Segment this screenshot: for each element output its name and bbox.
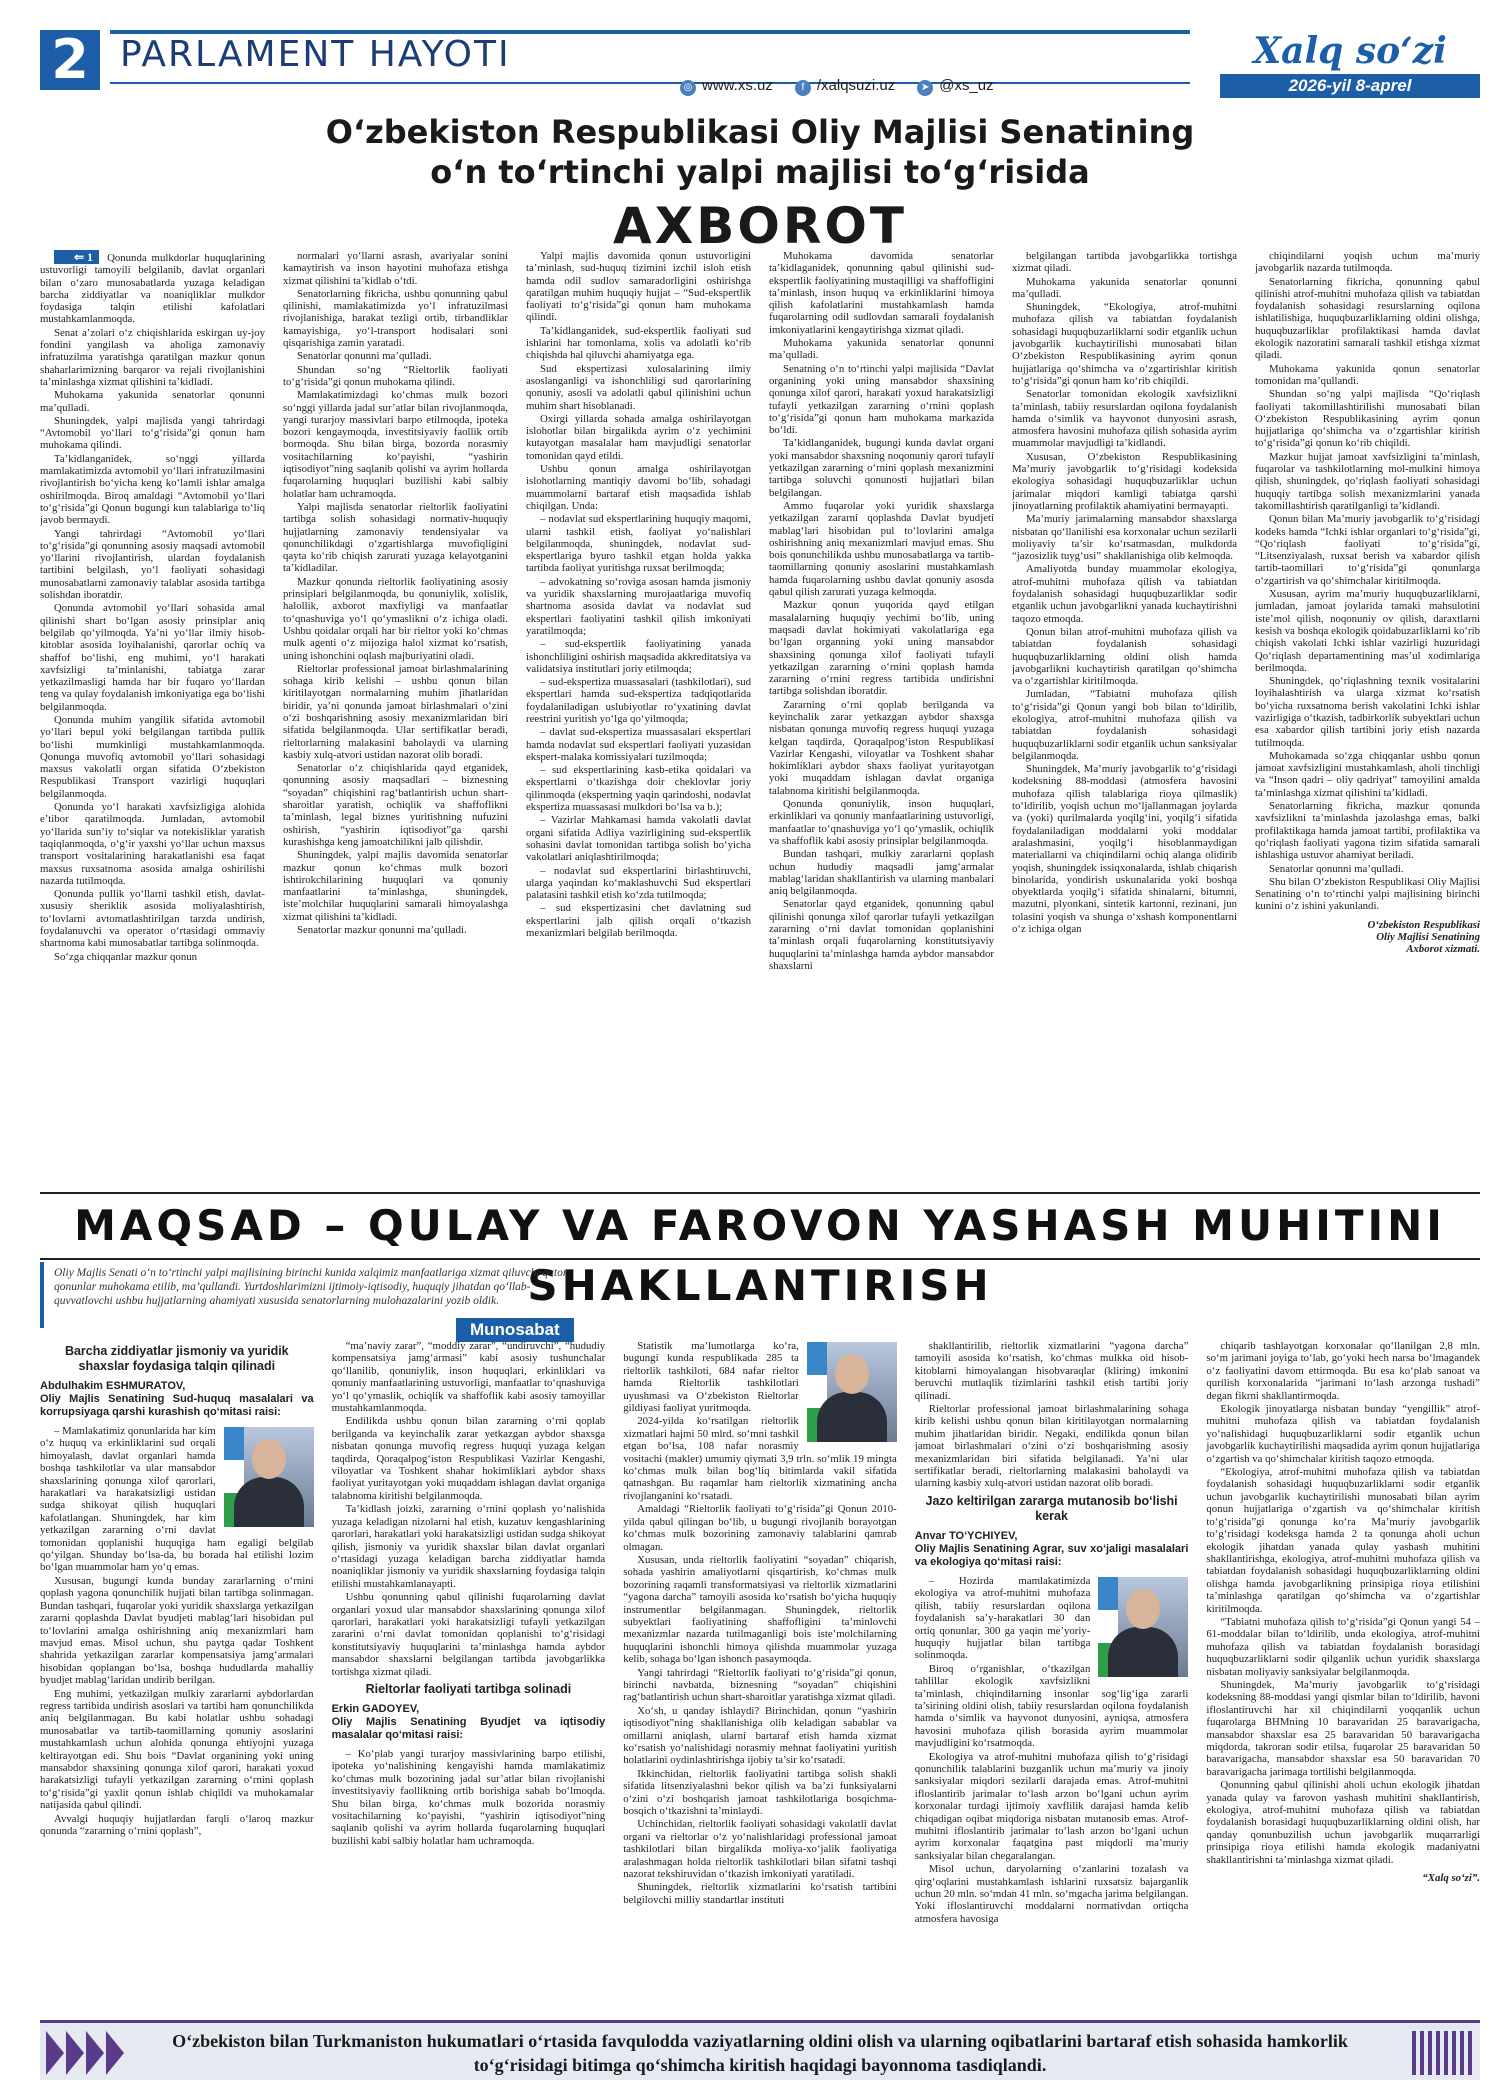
paragraph: Ekologik jinoyatlarga nisbatan bunday “yengillik” atrof-muhitni muhofaza qilish va tabiatdan foydalanish yo‘nalishidagi huquqbuzarliklarni sodir etganlik uchun javobgarlik kuchaytirilishi maqsadida ayrim qonun hujjatlariga o‘zgartish va qo‘shimchalar kiritish taqozo etmoqda. [1206,1403,1480,1465]
paragraph: – sud ekspertizasini chet davlatning sud ekspertlarini jalb qilish orqali o‘tkazish mexanizmlari belgilab berilmoqda. [526,902,751,940]
paragraph: Ekologiya va atrof-muhitni muhofaza qilish to‘g‘risidagi qonunchilik talablarini buzganlik uchun ma’muriy va jinoiy sanksiyalar miqdori sezilarli darajada emas. Atrof-muhitni ifloslantirib jarimalar to‘lash arzon bo‘lgani uchun ayrim korxonalar turdagi ijtimoiy xavflilik darajasi hamda kelib chiqadigan oqibat miqdoriga nisbatan mutanosib emas. Atrof-muhitni ifloslantirib jarimalar to‘lash arzon bo‘lgani uchun ayrim korxonalar faqatgina past miqdorli ma’muriy sanksiyalar bilan chegaralangan. [914,1750,1189,1862]
paragraph: Shuningdek, yalpi majlisda yangi tahrirdagi “Avtomobil yo‘llari to‘g‘risida”gi qonun ham muhokama qilindi. [40,414,265,452]
paragraph: – Mamlakatimiz qonunlarida har kim o‘z huquq va erkinliklarini sud orqali himoyalash, davlat organlari hamda boshqa tashkilotlar va ular mansabdor shaxslarining qonunga xilof qarorlari, harakatlari va harakatsizligi ustidan sudga shikoyat qilish huquqlari kafolatlangan. Shuningdek, har kim yetkazilgan zararning o‘rni davlat tomonidan qoplanishi huquqiga ham egaligi belgilab qo‘yilgan. Shunday bo‘lsa-da, bu borada hal etilishi lozim bo‘lgan muammolar ham yo‘q emas. [40,1425,314,1574]
article-headline [40,112,1480,256]
paragraph: Qonun bilan Ma’muriy javobgarlik to‘g‘risidagi kodeks hamda “Ichki ishlar organlari to‘g‘risida”gi, “Qo‘riqlash faoliyati to‘g‘risida”gi, “Litsenziyalash, ruxsat berish va xabardor qilish tartib-taomillari to‘g‘risida”gi qonunlarga o‘zgartirish va qo‘shimchalar kiritilmoqda. [1255,513,1480,587]
paragraph: Senat a’zolari o‘z chiqishlarida eskirgan uy-joy fondini yangilash va aholiga zamonaviy infratuzilma yaratishga qaratilgan mazkur qonun shaharlarimizning barqaror va rejali rivojlanishini ta’minlashga xizmat qilishini ta’kidladi. [40,326,265,388]
section-3-title: Jazo keltirilgan zararga mutanosib bo‘lishi kerak [925,1493,1178,1523]
footer-banner [40,2020,1480,2080]
paragraph: Senatorlar qayd etganidek, qonunning qabul qilinishi qonunga xilof qarorlar tufayli yetkazilgan zararning o‘rni davlat tomonidan qoplanishini ta’minlash orqali fuqarolarning konstitutsiyaviy huquqlarini ta’minlashga hamda aybdor mansabdor shaxslarni [769,898,994,972]
rubric-tag: Munosabat [456,1318,574,1342]
section-2-title: Rieltorlar faoliyati tartibga solinadi [365,1681,572,1696]
paragraph: – Ko‘plab yangi turarjoy massivlarining barpo etilishi, ipoteka yo‘nalishining kengayishi hamda mamlakatimiz ko‘chmas mulk bozorining jadal sur’atlar bilan rivojlanishi investitsiyaviy faollikning ortib borishiga sabab bo‘lmoqda. Shu bilan birga, ko‘chmas mulk bozorida norasmiy vositachilarning ko‘payishi, “yashirin iqtisodiyot”ning saqlanib qolishi va ayrim hollarda fuqarolarning huquqlari buzilishi kabi salbiy holatlar ham uchramoqda. [331,1747,606,1847]
paragraph: 2024-yilda ko‘rsatilgan rieltorlik xizmatlari hajmi 50 mlrd. so‘mni tashkil etgan bo‘lsa, 108 nafar norasmiy vositachi (makler) umumiy qiymati 3,9 trln. so‘mlik 19 mingta ko‘chmas mulk bilan bog‘liq bitimlarda vakil sifatida qatnashgan. Bu raqamlar ham rieltorlik xizmatining ancha rivojlanganini ko‘rsatadi. [623,1415,897,1502]
section-3-cont [1206,1340,1480,1866]
article1-col-4 [769,250,994,1180]
paragraph: Senatorlarning fikricha, mazkur qonunda xavfsizlikni ta’minlashda jazolashga emas, balki profilaktikaga hamda jamoat tartibi, profilaktika va qo‘riqlash faoliyati yagona tizim sifatida samarali ishlashiga ustuvor ahamiyat beriladi. [1255,800,1480,862]
telegram-link[interactable]: ➤ @xs_uz [917,77,993,96]
section-2-text [332,1748,606,1847]
paragraph: So‘zga chiqqanlar mazkur qonun [54,950,198,963]
paragraph: Yalpi majlisda senatorlar rieltorlik faoliyatini tartibga solish sohasidagi normativ-huquqiy hujjatlarning zamonaviy tendensiyalar va qonunchilikdagi o‘zgartishlarga muvofiqligini qayta ko‘rib chiqish zarurati yuzaga kelayotganini ta’kidladilar. [283,500,508,575]
social-bar [680,74,994,98]
paragraph: Shundan so‘ng yalpi majlisda “Qo‘riqlash faoliyati takomillashtirilishi munosabati bilan O‘zbekiston Respublikasining ayrim qonun hujjatlariga qo‘shimcha va o‘zgartishlar kiritish to‘g‘risida”gi qonun ko‘rib chiqildi. [1255,388,1480,450]
paragraph: Bundan tashqari, mulkiy zararlarni qoplash uchun hududiy maqsadli jamg‘armalar mablag‘laridan shakllantirish va ularning manbalari aniq belgilanmoqda. [769,848,994,898]
paragraph: Rieltorlar professional jamoat birlashmalarining sohaga kirib kelishi – ushbu qonun bilan kiritilayotgan normalarning muhim jihatlaridan biridir, ya’ni qonunda jamoat birlashmalari o‘zini o‘zi boshqarishning asosiy mexanizmlaridan biri sifatida belgilanmoqda. Ular sertifikatlar beradi, rieltorlarning malakasini baholaydi va ularning kasbiy xulq-atvori ustidan nazorat olib boradi. [283,662,508,761]
paragraph: – advokatning so‘roviga asosan hamda jismoniy va yuridik shaxslarning murojaatlariga muvofiq shartnoma asosida davlat va nodavlat sud ekspertlari faoliyatini tashkil qilish imkoniyati yaratilmoqda; [526,575,751,637]
article1-col-1 [40,250,265,1180]
article1-body [40,250,1480,1180]
paragraph: Yangi tahrirdagi “Avtomobil yo‘llari to‘g‘risida”gi qonunning asosiy maqsadi avtomobil yo‘llarini rivojlantirish, ulardan foydalanish tartibini belgilash, yo‘l faoliyati sohasidagi munosabatlarni zamonaviy talablar asosida tartibga solishdan iboratdir. [40,527,265,602]
paragraph: Uchinchidan, rieltorlik faoliyati sohasidagi vakolatli davlat organi va rieltorlar o‘z yo‘nalishlaridagi professional jamoat tashkilotlari bilan birgalikda moliya-xo‘jalik faoliyatiga aralashmagan holda rieltorlik tashkilotlari bilan sifatni tashqi nazorat tekshiruvidan o‘tkazish imkoniyati yaratiladi. [623,1818,897,1881]
article1-col-6 [1255,250,1480,1180]
paragraph: Ushbu qonun amalga oshirilayotgan islohotlarning mantiqiy davomi bo‘lib, sohadagi muammolarni bartaraf etish maqsadida ishlab chiqilgan. Unda: [526,463,751,512]
paragraph: Zararning o‘rni qoplab berilganda va keyinchalik zarar yetkazgan aybdor shaxsga nisbatan qonunga muvofiq regress huquqi yuzaga kelgan taqdirda, Qoraqalpog‘iston Respublikasi Vazirlar Kengashi, viloyatlar va Toshkent shahar hokimliklari aybdor shaxs faoliyat yuritayotgan yoki muqaddam ishlagan davlat organiga talabnoma kiritishi belgilanmoqda. [769,698,994,797]
article1-col-3 [526,250,751,1180]
paragraph: Ta’kidlanganidek, so‘nggi yillarda mamlakatimizda avtomobil yo‘llari infratuzilmasini rivojlantirish bo‘yicha keng ko‘lamli ishlar amalga oshirilmoqda. Biroq amaldagi “Avtomobil yo‘llari to‘g‘risida”gi Qonun bugungi kun talablariga to‘liq javob bermaydi. [40,452,265,527]
article1-col-6-text [1255,250,1480,913]
section-3-author: Anvar TO‘YCHIYEV, Oliy Majlis Senatining Agrar, suv xo‘jaligi masalalari va ekologiya qo‘mitasi raisi: [914,1529,1189,1568]
author-photo-2 [807,1342,897,1442]
paragraph: Avvalgi huquqiy hujjatlardan farqli o‘laroq mazkur qonunda “zararning o‘rnini qoplash”, [40,1812,314,1837]
paragraph: Shuningdek, “Ekologiya, atrof-muhitni muhofaza qilish va tabiatdan foydalanish sohasidagi huquqbuzarliklarni sodir etganlik uchun javobgarlik kuchaytirilishi munosabati bilan O‘zbekiston Respublikasining ayrim qonun hujjatlariga qo‘shimcha va o‘zgartirishlar kiritish to‘g‘risida”gi qonun ham ko‘rib chiqildi. [1012,301,1237,387]
paragraph: Xususan, unda rieltorlik faoliyatini “soyadan” chiqarish, sohada yashirin amaliyotlarni qisqartirish, ko‘chmas mulk bozorining raqamli transformatsiyasi va rieltorlik xizmatlarini “yagona darcha” tamoyili asosida ko‘rsatish bo‘yicha huquqiy instrumentlar belgilanmagan. Shuningdek, rieltorlik subyektlari faoliyatining shaffofligini ta’minlovchi mexanizmlar nazarda tutilmaganligi bois iste’molchilarning huquqlarini ishonchli himoya qilishda muammolar yuzaga kelib, sohaga bo‘lgan ishonch pasaymoqda. [623,1553,897,1666]
paragraph: Senatorlar o‘z chiqishlarida qayd etganidek, qonunning asosiy maqsadlari – biznesning “soyadan” chiqishini rag‘batlantirish uchun shart-sharoitlar yaratish, ochiqlik va shaffoflikni ta’minlash, legal biznes yuritishning nufuzini oshirish, “yashirin iqtisodiyot”ga qarshi kurashishga keng jamoatchilikni jalb qilishdir. [283,762,508,848]
section-1-title: Barcha ziddiyatlar jismoniy va yuridik shaxslar foydasiga talqin qilinadi [64,1344,289,1373]
globe-icon: ◎ [680,80,696,96]
brand-block [1220,30,1480,98]
continuation-marker: ⇐ 1 [54,250,99,264]
paragraph: Muhokama yakunida senatorlar qonunni ma’qulladi. [769,337,994,362]
paragraph: Mazkur qonun yuqorida qayd etilgan masalalarning huquqiy yechimi bo‘lib, uning maqsadi davlat hokimiyati vakolatlariga ega bo‘lgan organning yoki uning mansabdor shaxsining qonunga xilof faoliyati tufayli yetkazilgan zararning o‘rnini qoplash hamda zararning o‘rnini regress tartibida undirishni tartibga solishdan iboratdir. [769,599,994,698]
paragraph: normalari yo‘llarni asrash, avariyalar sonini kamaytirish va inson hayotini muhofaza etishga xizmat qilishini ta’kidlab o‘tdi. [283,250,508,287]
paragraph: Biroq o‘rganishlar, o‘tkazilgan tahlillar ekologik xavfsizlikni ta’minlash, chiqindilarning insonlar sog‘lig‘iga zararli ta’sirining oldini olish, tabiiy resurslardan oqilona foydalanish hamda o‘simlik va hayvonot dunyosini, ayniqsa, atmosfera havosini muhofaza qilish borasida ayrim muammolar mavjudligini ko‘rsatmoqda. [914,1662,1189,1750]
page-number: 2 [40,30,100,90]
article2-col-2 [332,1340,606,2015]
paragraph: Ta’kidlanganidek, sud-ekspertlik faoliyati sud ishlarini har tomonlama, xolis va adolatli ko‘rib chiqishda hal qiluvchi ahamiyatga ega. [526,324,751,362]
mid-rule [110,82,1190,84]
section-1-author: Abdulhakim ESHMURATOV, Oliy Majlis Senatining Sud-huquq masalalari va korrupsiyaga qarshi kurashish qo‘mitasi raisi: [40,1380,314,1418]
paragraph: – davlat sud-ekspertiza muassasalari ekspertlari hamda nodavlat sud ekspertlari faoliyati yuzasidan ekspert-malaka komissiyalari tuzilmoqda; [526,726,751,763]
paragraph: – sud-ekspertiza muassasalari (tashkilotlari), sud ekspertlari hamda sud-ekspertiza tadqiqotlarida foydalaniladigan uslubiyotlar ro‘yxatining davlat reestrini yuritish yo‘lga qo‘yilmoqda; [526,676,751,725]
headline-line-2: o‘n to‘rtinchi yalpi majlisi to‘g‘risida [430,153,1090,191]
paragraph: Xususan, ayrim ma’muriy huquqbuzarliklarni, jumladan, jamoat joylarida tamaki mahsulotini iste’mol qilish, noqonuniy ov qilish, daraxtlarni kesish va boshqa ekologik qoidabuzarliklarni ko‘rib chiqish vakolati Ichki ishlar vazirligi huzuridagi Qo‘riqlash departamentining mas’ul xodimlariga berilmoqda. [1255,588,1480,674]
paragraph: chiqindilarni yoqish uchun ma’muriy javobgarlik nazarda tutilmoqda. [1255,250,1480,275]
paragraph: Senatorlarning fikricha, ushbu qonunning qabul qilinishi, mamlakatimizda yo‘l infratuzilmasi rivojlanishiga, harakat tezligi ortib, tirbandliklar kamayishiga, yo‘l-transport hodisalari soni qisqarishiga zamin yaratadi. [283,287,508,350]
paragraph: Statistik ma’lumotlarga ko‘ra, bugungi kunda respublikada 285 ta rieltorlik tashkiloti, 684 nafar rieltor hamda Rieltorlik tashkilotlari uyushmasi va O‘zbekiston Rieltorlar gildiyasi faoliyat yuritmoqda. [623,1340,799,1415]
paragraph: Muhokama yakunida senatorlar qonunni ma’qulladi. [1012,275,1237,300]
article2-col-4 [915,1340,1189,2015]
article2-headline: MAQSAD – QULAY VA FAROVON YASHASH MUHITINI SHAKLLANTIRISH [74,1201,1446,1310]
paragraph: Xususan, bugungi kunda bunday zararlarning o‘rnini qoplash yagona qonunchilik hujjati bilan tartibga solinmagan. Bundan tashqari, fuqarolar yoki yuridik shaxslarga yetkazilgan zararni qoplashda Davlat byudjeti mablag‘lari hisobidan pul to‘lovlarini amalga oshirishning aniq mexanizmlari ham mavjud emas. Misol uchun, shu paytga qadar Toshkent shahrida yetkazilgan zararlar kompensatsiya jamg‘armalari hisobidan qoplangan bo‘lsa, boshqa hududlarda mahalliy byudjet mablag‘laridan undirib berilgan. [40,1574,314,1687]
divider-top [40,1192,1480,1194]
divider-bottom [40,1258,1480,1260]
paragraph: Muhokama yakunida qonun senatorlar tomonidan ma’qullandi. [1255,362,1480,387]
paragraph: Oxirgi yillarda sohada amalga oshirilayotgan islohotlar bilan birgalikda ayrim o‘z yechimini kutayotgan masalalar ham mavjudligi senatorlar tomonidan qayd etildi. [526,412,751,462]
paragraph: Shuningdek, qo‘riqlashning texnik vositalarini loyihalashtirish va ularga xizmat ko‘rsatish bo‘yicha ruxsatnoma berish vakolatini Ichki ishlar vazirligiga o‘tkazish, tadbirkorlik subyektlari uchun esa xabardor qilish tartibini joriy etish nazarda tutilmoqda. [1255,675,1480,749]
article2-signoff: “Xalq so‘zi”. [1422,1872,1480,1885]
chevron-decor-icon [46,2031,132,2075]
paragraph: Mamlakatimizdagi ko‘chmas mulk bozori so‘nggi yillarda jadal sur’atlar bilan rivojlanmoqda, yangi turarjoy massivlari barpo etilmoqda, ipoteka bozori kengaymoqda, investitsiyaviy faollik ortib bormoqda. Shu bilan birga, bozorda norasmiy vositachilarning ko‘payishi, “yashirin iqtisodiyot”ning saqlanib qolishi va ayrim hollarda fuqarolarning huquqlari buzilishi kabi salbiy holatlar ham uchramoqda. [283,389,508,500]
headline-line-1: O‘zbekiston Respublikasi Oliy Majlisi Senatining [325,113,1195,151]
paragraph: Senatorlar tomonidan ekologik xavfsizlikni ta’minlash, tabiiy resurslardan oqilona foydalanish hamda o‘simlik va hayvonot dunyosini asrash, atmosfera havosini muhofaza qilish sohasida ayrim muammolar mavjudligi ta’kidlandi. [1012,388,1237,450]
paragraph: chiqarib tashlayotgan korxonalar qo‘llanilgan 2,8 mln. so‘m jarimani joyiga to‘lab, go‘yoki hech narsa bo‘lmagandek o‘z faoliyatini davom ettirmoqda. Bu esa ko‘plab sanoat va qurilish korxonalarida “jarimani to‘lash arzonga tushadi” degan fikrni shakllantirmoqda. [1206,1340,1480,1402]
paragraph: Muhokamada so‘zga chiqqanlar ushbu qonun jamoat xavfsizligini mustahkamlash, aholi tinchligi va “Inson qadri – oliy qadriyat” tamoyilini amalda ta’minlashga xizmat qilishini ta’kidladi. [1255,749,1480,799]
paragraph: Misol uchun, daryolarning o‘zanlarini tozalash va qirg‘oqlarini mustahkamlash ishlarini ruxsatsiz bajarganlik uchun 20 mln. so‘mdan 41 mln. so‘mgacha jarima belgilangan. Yoki ifloslantiruvchi moddalarni normativdan ortiqcha atmosfera havosiga [914,1863,1189,1925]
paragraph: – sud ekspertlarining kasb-etika qoidalari va ekspertlarni o‘tkazishga doir cheklovlar joriy qilinmoqda (ekspertning yaqin qarindoshi, nodavlat ekspertiza muassasasi mulkdori bo‘lsa va b.); [526,764,751,814]
paragraph: ⇐ 1 Qonunda mulkdorlar huquqlarining ustuvorligi tamoyili belgilanib, davlat organlari bilan o‘zaro munosabatlarda yuzaga keladigan barcha ziddiyatlar va noaniqliklar mulkdor foydasiga talqin etilishi kafolatlari mustahkamlanmoqda. [40,250,265,326]
headline-title: AXBOROT [613,197,907,255]
paragraph: Qonunda qonuniylik, inson huquqlari, erkinliklari va qonuniy manfaatlarining ustuvorligi, manfaatlar to‘qnashuviga yo‘l qo‘ymaslik, ochiqlik va shaffoflik kabi asosiy prinsiplar belgilanmoqda. [769,798,994,847]
paragraph: Qonunda pullik yo‘llarni tashkil etish, davlat-xususiy sheriklik asosida moliyalashtirish, to‘lovlarni avtomatlashtirilgan tarzda undirish, foydalanuvchi va operator o‘rtasidagi ommaviy shartnoma kabi munosabatlar tartibga solinmoqda. [40,888,265,950]
paragraph: Qonunda yo‘l harakati xavfsizligiga alohida e’tibor qaratilmoqda. Jumladan, avtomobil yo‘llarida sun’iy to‘siqlar va notekisliklar yaratish taqiqlanmoqda, o‘g‘ir yaxshi yo‘llar uchun maxsus transport vositalarining harakatlanishi esa faqat maxsus ruxsatnoma asosida amalga oshirilishi nazarda tutilmoqda. [40,801,265,887]
paragraph: Qonunda avtomobil yo‘llari sohasida amal qilinishi shart bo‘lgan asosiy prinsiplar aniq belgilab qo‘yilmoqda. Ya’ni yo‘llar ilmiy hisob-kitoblar asosida loyihalanishi, qarorlar ochiq va shaffof bo‘lishi, eng muhimi, yo‘l harakati xavfsizligi ta’minlanishi, tabiatga zarar yetkazilmasligi hamda har bir fuqaro yo‘llardan teng va qulay foydalanish imkoniyatiga ega bo‘lishi belgilanmoqda. [40,602,265,713]
article2-col-1 [40,1340,314,2015]
footer-headline: O‘zbekiston bilan Turkmaniston hukumatlari o‘rtasida favqulodda vaziyatlarning oldini olish va ularning oqibatlarini bartaraf etish sohasida hamkorlik to‘g‘risidagi bitimga qo‘shimcha kiritish haqidagi bayonnoma tasdiqlandi. [172,2031,1348,2075]
section-title: PARLAMENT HAYOTI [120,34,511,75]
paragraph: Endilikda ushbu qonun bilan zararning o‘rni qoplab berilganda va keyinchalik zarar yetkazgan aybdor shaxsga nisbatan qonunga muvofiq regress huquqi yuzaga kelgan taqdirda, Qoraqalpog‘iston Respublikasi Vazirlar Kengashi, viloyatlar va Toshkent shahar hokimliklari aybdor shaxs faoliyat yuritayotgan yoki muqaddam ishlagan davlat organiga talabnoma kiritishi belgilanmoqda. [331,1415,606,1502]
paragraph: “Tabiatni muhofaza qilish to‘g‘risida”gi Qonun yangi 54 – 61-moddalar bilan to‘ldirilib, unda ekologiya, atrof-muhitni muhofaza qilish va tabiatdan foydalanish borasidagi huquqbuzarliklarni sodir qilganlik uchun yuridik shaxslarga nisbatan moliyaviy sanksiyalar belgilanmoqda. [1206,1615,1480,1678]
paragraph: – nodavlat sud ekspertlarini birlashtiruvchi, ularga yaqindan ko‘maklashuvchi Sud ekspertlari palatasini tashkil etish ko‘zda tutilmoqda; [526,864,751,902]
website-link[interactable]: ◎ www.xs.uz [680,77,773,96]
paragraph: belgilangan tartibda javobgarlikka tortishga xizmat qiladi. [1012,250,1237,275]
paragraph: “Ekologiya, atrof-muhitni muhofaza qilish va tabiatdan foydalanish sohasidagi huquqbuzarliklarni sodir etganlik uchun javobgarlik kuchaytirilishi munosabati bilan ayrim qonun hujjatlariga o‘zgartish va qo‘shimchalar kiritish to‘g‘risida”gi qonunga ko‘ra Ma’muriy javobgarlik to‘g‘risidagi kodeksga hamda 2 ta qonunga aholi uchun ekologik jihatdan yanada qulay yashash muhitini shakllantirishga, ekologiya, atrof-muhitni muhofaza qilish va tabiatdan foydalanish sohasidagi huquqbuzarliklarning oldini olishga hamda javobgarlikning prinsipiga rioya etilishini ta’minlashga qaratilgan qo‘shimcha va o‘zgartishlar kiritilmoqda. [1206,1466,1480,1615]
paragraph: Jumladan, “Tabiatni muhofaza qilish to‘g‘risida”gi Qonun yangi bob bilan to‘ldirilib, ekologiya, atrof-muhitni muhofaza qilish va tabiatdan foydalanish sohasidagi huquqbuzarliklarni sodir etganlik uchun sanksiyalar belgilanmoqda. [1012,688,1237,762]
paragraph: Senatorlar qonunni ma’qulladi. [1269,862,1404,875]
paragraph: Ma’muriy jarimalarning mansabdor shaxslarga nisbatan qo‘llanilishi esa korxonalar uchun sezilarli moliyaviy ta’sir ko‘rsatmasdan, mulkdorda “jazosizlik tuyg‘usi” shakllanishiga olib kelmoqda. [1012,513,1237,563]
paragraph: Qonunning qabul qilinishi aholi uchun ekologik jihatdan yanada qulay va farovon yashash muhitini shakllantirish, ekologiya, atrof-muhitni muhofaza qilish va tabiatdan foydalanish borasidagi huquqbuzarliklarning oldini olish, har qanday qonunbuzilish uchun javobgarlik muqarrarligi prinsipiga rioya etilishi hamda ekologik madaniyatni shakllantirishni ta’minlashga xizmat qiladi. [1206,1779,1480,1866]
paragraph: – nodavlat sud ekspertlarining huquqiy maqomi, ularni tashkil etish, faoliyat yo‘nalishlari belgilanmoqda, shuningdek, nodavlat sud-ekspertlariga byuro tashkil etgan holda yakka tartibda faoliyat yuritishga ruxsat berilmoqda; [526,513,751,575]
paragraph: Amaliyotda bunday muammolar ekologiya, atrof-muhitni muhofaza qilish va tabiatdan foydalanish sohasidagi huquqbuzarliklar sodir etganlik uchun javobgarlikni yanada kuchaytirishni taqozo etmoqda. [1012,563,1237,625]
paragraph: Ta’kidlanganidek, bugungi kunda davlat organi yoki mansabdor shaxsning noqonuniy qarori tufayli yetkazilgan zararning o‘rnini qoplash mexanizmini tartibga soluvchi qonunosti hujjatlari bilan belgilangan. [769,437,994,499]
author-photo-3 [1098,1577,1188,1677]
paragraph: – Vazirlar Mahkamasi hamda vakolatli davlat organi sifatida Adliya vazirligining sud-ekspertlik sohasini davlat tomonidan tartibga solish bo‘yicha vakolatlari aniqlashtirilmoqda; [526,814,751,864]
paragraph: Yalpi majlis davomida qonun ustuvorligini ta’minlash, sud-huquq tizimini izchil isloh etish hamda odil sudlov samaradorligini oshirishga qaratilgan muhim huquqiy hujjat – “Sud-ekspertlik faoliyati to‘g‘risida”gi qonun ham muhokama qilindi. [526,250,751,324]
article2-col-3 [623,1340,897,2015]
article1-signoff: O‘zbekiston Respublikasi Oliy Majlisi Senatining Axborot xizmati. [1367,918,1480,956]
brand-logo: Xalq so‘zi [1253,30,1447,72]
paragraph: Shu bilan O‘zbekiston Respublikasi Oliy Majlisi Senatining o‘n to‘rtinchi yalpi majlisining birinchi kunini o‘z ishini yakunlandi. [1255,875,1480,913]
paragraph: Shuningdek, Ma’muriy javobgarlik to‘g‘risidagi kodeksning 88-moddasi (atmosfera havosini muhofaza qilish talablariga rioya qilmaslik) to‘ldirilib, yoqish uchun mo‘ljallanmagan joylarda va (yoki) qurilmalarda yoqilg‘ini, yoqilg‘i sifatida foydalaniladigan moddalarni yoki moddalar aralashmasini, yoqilg‘i hisoblanmaydigan materiallarni va chiqindilarni ochiq alanga olidirib yoqish, shuningdek issiqxonalarda, ishlab chiqarish binolarida, yondirish uskunalarida yoki boshqa obyektlarda yoqilg‘i sifatida shinalarni, bitumni, mazutni, plyonkani, sintetik kartonni, rezinani, jun tolasini yoqish va shunga o‘xshash komponentlarni o‘z ichiga olgan [1012,763,1237,936]
stripes-decor-icon [1412,2031,1472,2075]
paragraph: Shundan so‘ng “Rieltorlik faoliyati to‘g‘risida”gi qonun muhokama qilindi. [283,363,508,388]
paragraph: Shuningdek, Ma’muriy javobgarlik to‘g‘risidagi kodeksning 88-moddasi yangi qismlar bilan to‘ldirilib, havoni ifloslantiruvchi har xil chiqindilarni yoqqanlik uchun fuqarolarga BHMning 10 baravaridan 25 baravarigacha, mansabdor shaxslar esa 25 baravaridan 50 baravarigacha miqdorda, takroran sodir etilsa, fuqarolar 25 baravaridan 50 baravarigacha, mansabdor shaxslar esa 50 baravaridan 70 baravarigacha jarimaga tortilishi belgilanmoqda. [1206,1678,1480,1778]
facebook-icon: f [795,80,811,96]
paragraph: Yangi tahrirdagi “Rieltorlik faoliyati to‘g‘risida”gi qonun, birinchi navbatda, biznesning “soyadan” chiqishini rag‘batlantirish uchun shart-sharoitlar yaratishga xizmat qiladi. [623,1666,897,1704]
paragraph: Qonunda muhim yangilik sifatida avtomobil yo‘llari bepul yoki belgilangan tartibda pullik bo‘lishi mumkinligi mustahkamlanmoqda. Qonunga muvofiq avtomobil yo‘llari sohasidagi maxsus vakolatli organ sifatida O‘zbekiston Respublikasi Transport vazirligi huquqlari belgilanmoqda. [40,713,265,800]
section-2-end [915,1340,1189,1490]
paragraph: Sud ekspertizasi xulosalarining ilmiy asoslanganligi va ishonchliligi sud qarorlarining qonuniy, asosli va adolatli qabul qilinishini uchun muhim shart hisoblanadi. [526,362,751,412]
article2-col-5 [1206,1340,1480,2015]
paragraph: Senatorlar mazkur qonunni ma’qulladi. [297,924,467,937]
paragraph: Muhokama davomida senatorlar ta’kidlaganidek, qonunning qabul qilinishi sud-ekspertlik faoliyatining mustaqilligi va shaffofligini ta’minlash, inson huquq va erkinliklarini himoya qilish kafolatlarini mustahkamlash hamda fuqarolarning odil sudlovdan samarali foydalanish imkoniyatlarini kengaytirishga xizmat qiladi. [769,250,994,336]
paragraph: Amaldagi “Rieltorlik faoliyati to‘g‘risida”gi Qonun 2010-yilda qabul qilingan bo‘lib, u bugungi rivojlanib borayotgan ko‘chmas mulk bozorining zamonaviy talablarini qamrab olmagan. [623,1503,897,1553]
paragraph: Ta’kidlash joizki, zararning o‘rnini qoplash yo‘nalishida yuzaga keladigan nizolarni hal etish, kuzatuv kengashlarining qarorlari, harakatlari yoki harakatsizligi ustidan sudga shikoyat qilish, jismoniy va yuridik shaxslar bilan davlat organlari o‘rtasidagi yuzaga keladigan barcha ziddiyatlar hamda noaniqliklar jismoniy va yuridik shaxslarning foydasiga talqin etilishi mustahkamlanayapti. [331,1503,606,1590]
paragraph: Ushbu qonunning qabul qilinishi fuqarolarning davlat organlari yoxud ular mansabdor shaxslarining qonunga xilof qarorlari, harakatlari yoki harakatsizligi tufayli yetkazilgan zararini o‘rni davlat tomonidan qoplanishi to‘g‘risidagi konstitutsiyaviy huquqlarini ta’minlashga hamda aybdor mansabdor shaxslarni belgilangan tartibda javobgarlikka tortishga xizmat qiladi. [331,1591,606,1678]
article2-lead: Oliy Majlis Senati o‘n to‘rtinchi yalpi majlisining birinchi kunida xalqimiz manfaatlariga xizmat qiluvchi qator qonunlar muhokama etilib, ma’qullandi. Yurtdoshlarimizni ijtimoiy-iqtisodiy, huquqiy jihatdan qo‘llab-quvvatlovchi ushbu hujjatlarning ahamiyati xususida senatorlarning mulohazalarini yozib oldik. [40,1262,590,1328]
paragraph: Mazkur qonunda rieltorlik faoliyatining asosiy prinsiplari belgilanmoqda, bu qonuniylik, xolislik, halollik, axborot maxfiyligi va manfaatlar to‘qnashuviga yo‘l qo‘ymaslikni o‘z ichiga oladi. Ushbu qoidalar orqali har bir rieltor yoki ko‘chmas mulk agenti o‘z mijoziga halol xizmat ko‘rsatish, uning ishonchini oqlash majburiyatini oladi. [283,575,508,662]
paragraph: “ma’naviy zarar”, “moddiy zarar”, “undiruvchi”, “hududiy kompensatsiya jamg‘armasi” kabi asosiy tushunchalar qo‘llanilib, qonuniylik, inson huquqlari, erkinliklari va qonuniy manfaatlarining ustuvorligi, manfaatlar to‘qnashuviga yo‘l qo‘ymaslik, ochiqlik va shaffoflik kabi asosiy tamoyillar mustahkamlanmoqda. [331,1340,606,1415]
paragraph: Senatorlar qonunni ma’qulladi. [297,350,432,363]
paragraph: Xususan, O‘zbekiston Respublikasining Ma’muriy javobgarlik to‘g‘risidagi kodeksida ekologiya sohasidagi huquqbuzarliklar uchun jarimalar miqdori kamligi tabiatga qarshi jinoyatlarning profilaktik ahamiyatini bermayapti. [1012,450,1237,512]
facebook-link[interactable]: f /xalqsuzi.uz [795,77,895,96]
article1-col-5 [1012,250,1237,1180]
paragraph: Qonun bilan atrof-muhitni muhofaza qilish va tabiatdan foydalanish sohasidagi huquqbuzarliklarning oldini olish hamda javobgarlikni kuchaytirish qaratilgan qo‘shimcha va o‘zgartishlar kiritilmoqda. [1012,625,1237,688]
paragraph: Ikkinchidan, rieltorlik faoliyatini tartibga solish shakli sifatida litsenziyalashni bekor qilish va ba’zi funksiyalarni o‘zini o‘zi boshqarish jamoat tashkilotlariga bosqichma-bosqich o‘tkazishni ta’minlaydi. [623,1767,897,1818]
article1-col-2 [283,250,508,1180]
paragraph: Senatning o‘n to‘rtinchi yalpi majlisida “Davlat organining yoki uning mansabdor shaxsining qonunga xilof qarori, harakati yoxud harakatsizligi tufayli yetkazilgan zararning o‘rnini qoplash to‘g‘risida”gi qonun ham muhokama markazida bo‘ldi. [769,362,994,437]
masthead [40,30,1480,94]
section-2-author: Erkin GADOYEV, Oliy Majlis Senatining Byudjet va iqtisodiy masalalar qo‘mitasi raisi: [331,1702,606,1741]
paragraph: – Hozirda mamlakatimizda ekologiya va atrof-muhitni muhofaza qilish, tabiiy resurslardan oqilona foydalanish sa’y-harakatlari 30 dan ortiq qonunlar, 300 ga yaqin me’yoriy-huquqiy hujjatlar bilan tartibga solinmoqda. [914,1574,1091,1662]
paragraph: Eng muhimi, yetkazilgan mulkiy zararlarni aybdorlardan regress tartibida undirish asoslari va tartibi ham qonunchilikda aniq belgilanmagan. Bu kabi holatlar ushbu sohadagi munosabatlar va tartib-taomillarning qonuniy asoslarini mustahkamlash uchun alohida qonunga ehtiyojni yuzaga keltirayotgan edi. Shu bois “Davlat organining yoki uning mansabdor shaxsining qonunga xilof qarori, harakati yoxud harakatsizligi tufayli yetkazilgan zararning o‘rnini qoplash to‘g‘risida”gi yaxlit qonun ishlab chiqildi va muhokamalar natijasida qabul qilindi. [40,1687,314,1812]
article2-body [40,1340,1480,2015]
author-photo-1 [224,1427,314,1527]
paragraph: Muhokama yakunida senatorlar qonunni ma’qulladi. [40,389,265,414]
paragraph: – sud-ekspertlik faoliyatining yanada ishonchliligini oshirish maqsadida akkreditatsiya va validatsiya institutlari joriy etilmoqda; [526,638,751,675]
paragraph: Rieltorlar professional jamoat birlashmalarining sohaga kirib kelishi ushbu qonun bilan kiritilayotgan normalarning muhim jihatlaridan biridir. Negaki, endilikda qonun bilan jamoat birlashmalari o‘zini o‘zi boshqarishning asosiy mexanizmlaridan biri sifatida belgilanadi. Ya’ni ular sertifikatlar beradi, rieltorlarning malakasini baholaydi va ularning kasbiy xulq-atvori ustidan nazorat olib boradi. [914,1403,1189,1490]
issue-date: 2026-yil 8-aprel [1220,74,1480,98]
section-1-cont [332,1340,606,1678]
paragraph: Ammo fuqarolar yoki yuridik shaxslarga yetkazilgan zararni qoplashda Davlat byudjeti mablag‘lari hisobidan pul to‘lovlarini amalga oshirishning aniq mexanizmlari mavjud emas. Shu bois qonunchilikda ushbu munosabatlarga va tartib-taomillarning qonuniy asoslarini mustahkamlash hamda fuqarolarning ushbu davlat qonuniy asosda qabul qilish zarurati yuzaga kelmoqda. [769,499,994,599]
telegram-icon: ➤ [917,80,933,96]
paragraph: Senatorlarning fikricha, qonunning qabul qilinishi atrof-muhitni muhofaza qilish va tabiatdan foydalanish sohasidagi resurslarning oqilona ishlatilishiga, huquqbuzarliklarning oldini olishga, huquqbuzarliklar profilaktikasi hamda davlat ekologik nazoratini samarali tashkil etishga xizmat qiladi. [1255,275,1480,362]
paragraph: shakllantirilib, rieltorlik xizmatlarini “yagona darcha” tamoyili asosida ko‘rsatish, ko‘chmas mulkka oid hisob-kitoblarni himoyalangan hisobvaraqlar (kliring) imkonini beruvchi mutlaqlik tizimlarini tashkil etish tartibi joriy qilinadi. [914,1340,1189,1402]
paragraph: Mazkur hujjat jamoat xavfsizligini ta’minlash, fuqarolar va tashkilotlarning mol-mulkini himoya qilish, shuningdek, qo‘riqlash faoliyati sohasidagi huquqiy tartibga solish mexanizmlarini yanada takomillashtirish qaratilganligi ta’kidlandi. [1255,450,1480,512]
paragraph: Xo‘sh, u qanday ishlaydi? Birinchidan, qonun “yashirin iqtisodiyot”ning shakllanishiga olib keladigan sabablar va omillarni aniqlash, ularni bartaraf etish hamda xizmat ko‘rsatish yo‘nalishidagi norasmiy mehnat faoliyatini yuritish holatlarini oydinlashtirishga ijobiy ta’sir ko‘rsatadi. [623,1704,897,1767]
paragraph: Shuningdek, rieltorlik xizmatlarini ko‘rsatish tartibini belgilovchi milliy standartlar instituti [623,1881,897,1906]
paragraph: Shuningdek, yalpi majlis davomida senatorlar mazkur qonun ko‘chmas mulk bozori ishtirokchilarining huquqlari va qonuniy manfaatlarini ta’minlashga, shuningdek, iste’molchilar huquqlarini samarali himoyalashga xizmat qilishini ta’kidladi. [283,849,508,923]
